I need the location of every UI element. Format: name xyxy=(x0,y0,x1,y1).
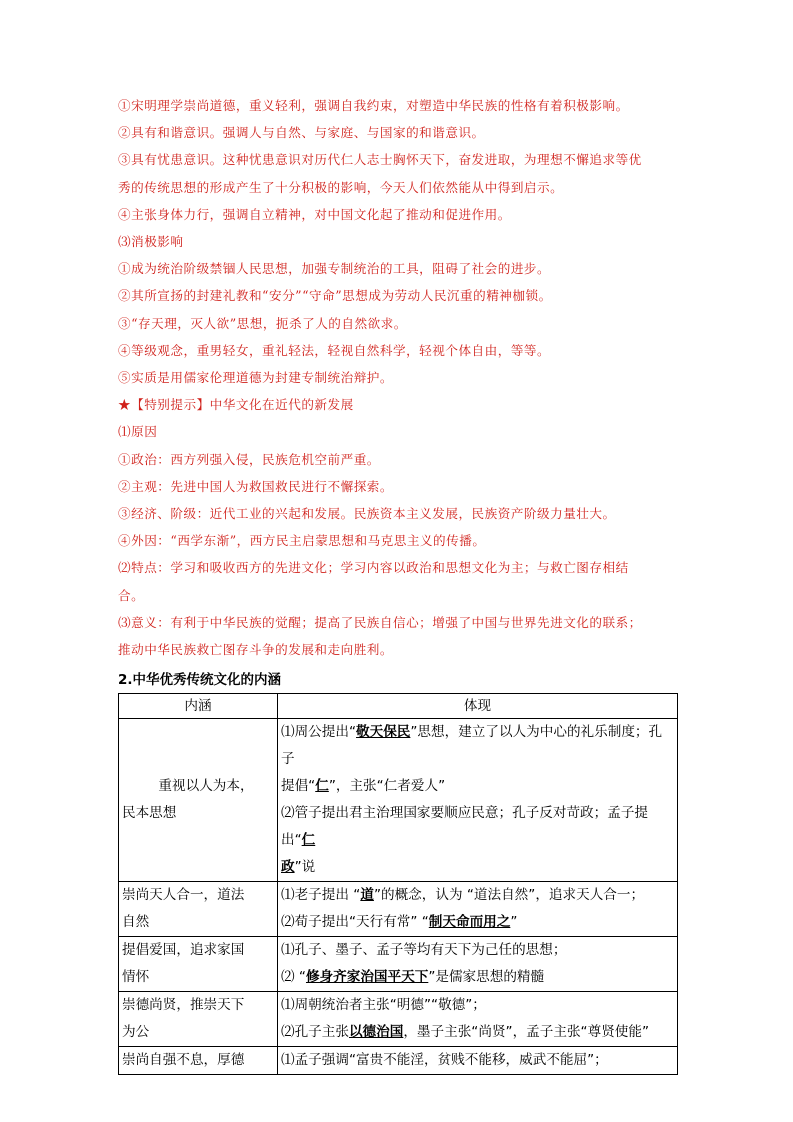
text-line: ③具有忧患意识。这种忧患意识对历代仁人志士胸怀天下，奋发进取，为理想不懈追求等优 xyxy=(118,152,642,168)
table-cell-left xyxy=(119,937,278,992)
tip-text: 【特别提示】中华文化在近代的新发展 xyxy=(131,397,354,413)
text-line: 合。 xyxy=(118,587,145,603)
table-cell-left xyxy=(119,992,278,1047)
cell-text: ”思想，建立了以人为中心的礼乐制度；孔子 xyxy=(281,724,663,767)
red-text-block xyxy=(118,92,680,663)
text-line: ②主观：先进中国人为救国救民进行不懈探索。 xyxy=(118,478,393,494)
cell-text: 提倡爱国，追求家国 xyxy=(122,942,245,958)
table-cell-left xyxy=(119,882,278,937)
text-line: 推动中华民族救亡图存斗争的发展和走向胜利。 xyxy=(118,642,393,658)
cell-text: ”，主张“仁者爱人” xyxy=(328,778,446,794)
table-cell-left xyxy=(119,1047,278,1075)
header-cell: 体现 xyxy=(278,694,678,719)
text-line: ①政治：西方列强入侵，民族危机空前严重。 xyxy=(118,451,380,467)
cell-text: 自然 xyxy=(122,914,150,930)
text-line: ②其所宣扬的封建礼教和“安分”“守命”思想成为劳动人民沉重的精神枷锁。 xyxy=(118,288,552,304)
text-line: 秀的传统思想的形成产生了十分积极的影响，今天人们依然能从中得到启示。 xyxy=(118,179,564,195)
cell-text: ⑵ “ xyxy=(281,969,306,985)
cell-text: ⑴周朝统治者主张“明德”“敬德”； xyxy=(281,997,486,1013)
text-line: ⑶意义：有利于中华民族的觉醒；提高了民族自信心；增强了中国与世界先进文化的联系； xyxy=(118,614,642,630)
cell-text: ⑵孔子主张 xyxy=(281,1024,349,1040)
cell-text: ⑵荀子提出“天行有常” “ xyxy=(281,914,429,930)
special-tip xyxy=(118,391,680,418)
cell-line xyxy=(281,964,674,991)
star-icon: ★ xyxy=(118,397,132,413)
text-line: ④主张身体力行，强调自立精神，对中国文化起了推动和促进作用。 xyxy=(118,206,511,222)
cell-line xyxy=(281,909,674,936)
table-row xyxy=(119,992,678,1047)
text-line: ③经济、阶级：近代工业的兴起和发展。民族资本主义发展，民族资产阶级力量壮大。 xyxy=(118,506,616,522)
cell-text: ⑵管子提出君主治理国家要顺应民意；孔子反对苛政；孟子提出“ xyxy=(281,805,649,848)
key-term: 修身齐家治国平天下 xyxy=(305,969,429,985)
table-cell-right xyxy=(278,937,678,992)
text-line: ①成为统治阶级禁锢人民思想，加强专制统治的工具，阻碍了社会的进步。 xyxy=(118,261,551,277)
text-line: ④外因：“西学东渐”，西方民主启蒙思想和马克思主义的传播。 xyxy=(118,533,486,549)
cell-text: 提倡“ xyxy=(281,778,316,794)
text-line: ⑤实质是用儒家伦理道德为封建专制统治辩护。 xyxy=(118,370,393,386)
table-cell-right xyxy=(278,719,678,882)
key-term: 制天命而用之 xyxy=(428,914,511,930)
subheading: ⑶消极影响 xyxy=(118,234,184,250)
table-cell-left xyxy=(119,719,278,882)
cell-text: ”是儒家思想的精髓 xyxy=(428,969,545,985)
text-line: ③“存天理，灭人欲”思想，扼杀了人的自然欲求。 xyxy=(118,315,407,331)
table-cell-right xyxy=(278,992,678,1047)
cell-text: ，墨子主张“尚贤”，孟子主张“尊贤使能” xyxy=(403,1024,650,1040)
table-row xyxy=(119,882,678,937)
header-cell: 内涵 xyxy=(119,694,278,719)
cell-text: 崇德尚贤，推崇天下 xyxy=(122,997,245,1013)
subheading: ⑴原因 xyxy=(118,424,158,440)
key-term: 以德治国 xyxy=(348,1024,404,1040)
text-line: ②具有和谐意识。强调人与自然、与家庭、与国家的和谐意识。 xyxy=(118,125,485,141)
key-term: 敬天保民 xyxy=(356,724,411,740)
cell-line xyxy=(281,882,674,909)
cell-text: ”的概念，认为 “道法自然”，追求天人合一； xyxy=(373,887,645,903)
table-row xyxy=(119,719,678,882)
cell-text: 情怀 xyxy=(122,969,150,985)
cell-line xyxy=(281,800,674,854)
culture-table xyxy=(118,693,678,1075)
cell-text: ⑴老子提出 “ xyxy=(281,887,361,903)
cell-text: 为公 xyxy=(122,1024,150,1040)
table-cell-right xyxy=(278,1047,678,1075)
cell-text: ”说 xyxy=(294,859,316,875)
table-cell-right xyxy=(278,882,678,937)
cell-text: 崇尚自强不息，厚德 xyxy=(122,1052,245,1068)
cell-text: 崇尚天人合一，道法 xyxy=(122,887,245,903)
key-term: 仁 xyxy=(301,832,316,848)
text-line: ①宋明理学崇尚道德，重义轻利，强调自我约束，对塑造中华民族的性格有着积极影响。 xyxy=(118,98,629,113)
key-term: 政 xyxy=(281,859,295,875)
key-term: 道 xyxy=(360,887,374,903)
cell-line xyxy=(281,773,674,800)
cell-line xyxy=(281,719,674,773)
table-row xyxy=(119,937,678,992)
key-term: 仁 xyxy=(315,778,329,794)
cell-text: ” xyxy=(510,914,518,930)
cell-text: ⑴周公提出“ xyxy=(281,724,357,740)
cell-line xyxy=(281,854,674,881)
table-row xyxy=(119,1047,678,1075)
table-header-row xyxy=(119,694,678,719)
text-line: ④等级观念，重男轻女，重礼轻法，轻视自然科学，轻视个体自由，等等。 xyxy=(118,342,551,358)
cell-text: ⑴孔子、墨子、孟子等均有天下为己任的思想； xyxy=(281,942,567,958)
cell-text: 重视以人为本， xyxy=(158,778,254,794)
section-title: 2.中华优秀传统文化的内涵 xyxy=(118,672,282,688)
text-line: ⑵特点：学习和吸收西方的先进文化；学习内容以政治和思想文化为主；与救亡图存相结 xyxy=(118,560,629,576)
cell-text: ⑴孟子强调“富贵不能淫，贫贱不能移，威武不能屈”； xyxy=(281,1052,608,1068)
cell-line xyxy=(281,1019,674,1046)
cell-text: 民本思想 xyxy=(122,805,177,821)
